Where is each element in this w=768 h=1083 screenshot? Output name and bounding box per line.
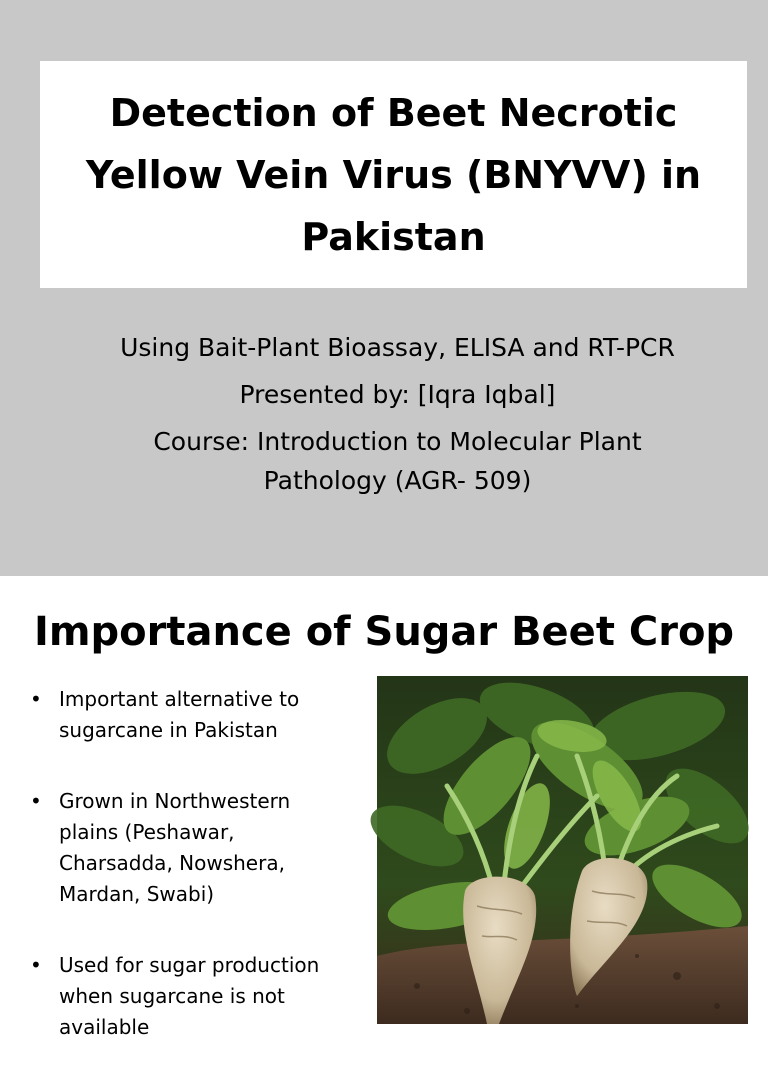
- bullet-item: • Used for sugar production when sugarcane is not available: [30, 950, 350, 1043]
- bullet-item: • Important alternative to sugarcane in Pakistan: [30, 684, 350, 746]
- presenter-line: Presented by: [Iqra Iqbal]: [239, 380, 556, 409]
- title-box: [40, 61, 747, 288]
- bullet-list: [30, 684, 350, 1083]
- sugar-beet-illustration: [377, 676, 748, 1024]
- course-line: Course: Introduction to Molecular Plant Pathology (AGR- 509): [153, 427, 642, 495]
- content-slide: [0, 576, 768, 1039]
- slide-title: Detection of Beet Necrotic Yellow Vein Virus (BNYVV) in Pakistan: [85, 90, 702, 259]
- slide-heading: Importance of Sugar Beet Crop: [33, 609, 735, 655]
- sugar-beet-photo: [377, 676, 748, 1024]
- subtitle-line: Using Bait-Plant Bioassay, ELISA and RT-PCR: [120, 333, 675, 362]
- subtitle-block: [110, 328, 685, 508]
- bullet-item: • Grown in Northwestern plains (Peshawar, Charsadda, Nowshera, Mardan, Swabi): [30, 786, 350, 910]
